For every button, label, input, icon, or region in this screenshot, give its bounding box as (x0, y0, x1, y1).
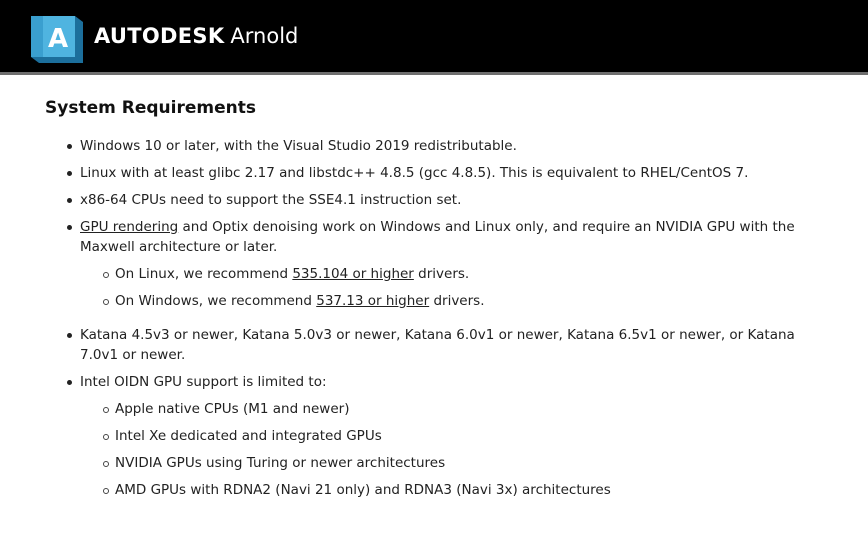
autodesk-logo-icon[interactable] (31, 16, 83, 63)
page-title: System Requirements (45, 98, 256, 118)
linux-driver-link[interactable]: 535.104 or higher (292, 266, 414, 282)
windows-driver-suffix: drivers. (429, 293, 485, 309)
oidn-text: Intel OIDN GPU support is limited to: (80, 374, 327, 390)
gpu-text: and Optix denoising work on Windows and Linux only, and require an NVIDIA GPU with the Maxwell architecture or later. (80, 219, 795, 255)
list-item-windows: Windows 10 or later, with the Visual Studio 2019 redistributable. (80, 136, 835, 156)
main-content (45, 96, 835, 507)
linux-driver-suffix: drivers. (413, 266, 470, 282)
windows-driver-link[interactable]: 537.13 or higher (316, 293, 430, 309)
logo-letter: A (47, 24, 69, 54)
driver-list (80, 264, 835, 311)
product-name: Arnold (230, 24, 299, 48)
site-header (0, 0, 868, 75)
requirements-list (45, 136, 835, 500)
list-item-oidn (80, 372, 835, 500)
list-item-oidn-intel: Intel Xe dedicated and integrated GPUs (115, 426, 835, 446)
gpu-rendering-link[interactable]: GPU rendering (80, 219, 179, 235)
list-item-linux-driver (115, 264, 835, 284)
oidn-list (80, 399, 835, 500)
list-item-windows-driver (115, 291, 835, 311)
list-item-oidn-apple: Apple native CPUs (M1 and newer) (115, 399, 835, 419)
brand-wordmark[interactable] (94, 20, 298, 52)
list-item-cpu: x86-64 CPUs need to support the SSE4.1 instruction set. (80, 190, 835, 210)
list-item-linux: Linux with at least glibc 2.17 and libstdc++ 4.8.5 (gcc 4.8.5). This is equivalent to RHEL/CentOS 7. (80, 163, 835, 183)
list-item-oidn-nvidia: NVIDIA GPUs using Turing or newer architectures (115, 453, 835, 473)
list-item-oidn-amd: AMD GPUs with RDNA2 (Navi 21 only) and RDNA3 (Navi 3x) architectures (115, 480, 835, 500)
list-item-gpu (80, 217, 835, 311)
windows-driver-prefix: On Windows, we recommend (115, 293, 317, 309)
list-item-katana: Katana 4.5v3 or newer, Katana 5.0v3 or newer, Katana 6.0v1 or newer, Katana 6.5v1 or newer, or Katana 7.0v1 or newer. (80, 325, 835, 365)
linux-driver-prefix: On Linux, we recommend (115, 266, 293, 282)
company-name: AUTODESK (94, 24, 225, 48)
